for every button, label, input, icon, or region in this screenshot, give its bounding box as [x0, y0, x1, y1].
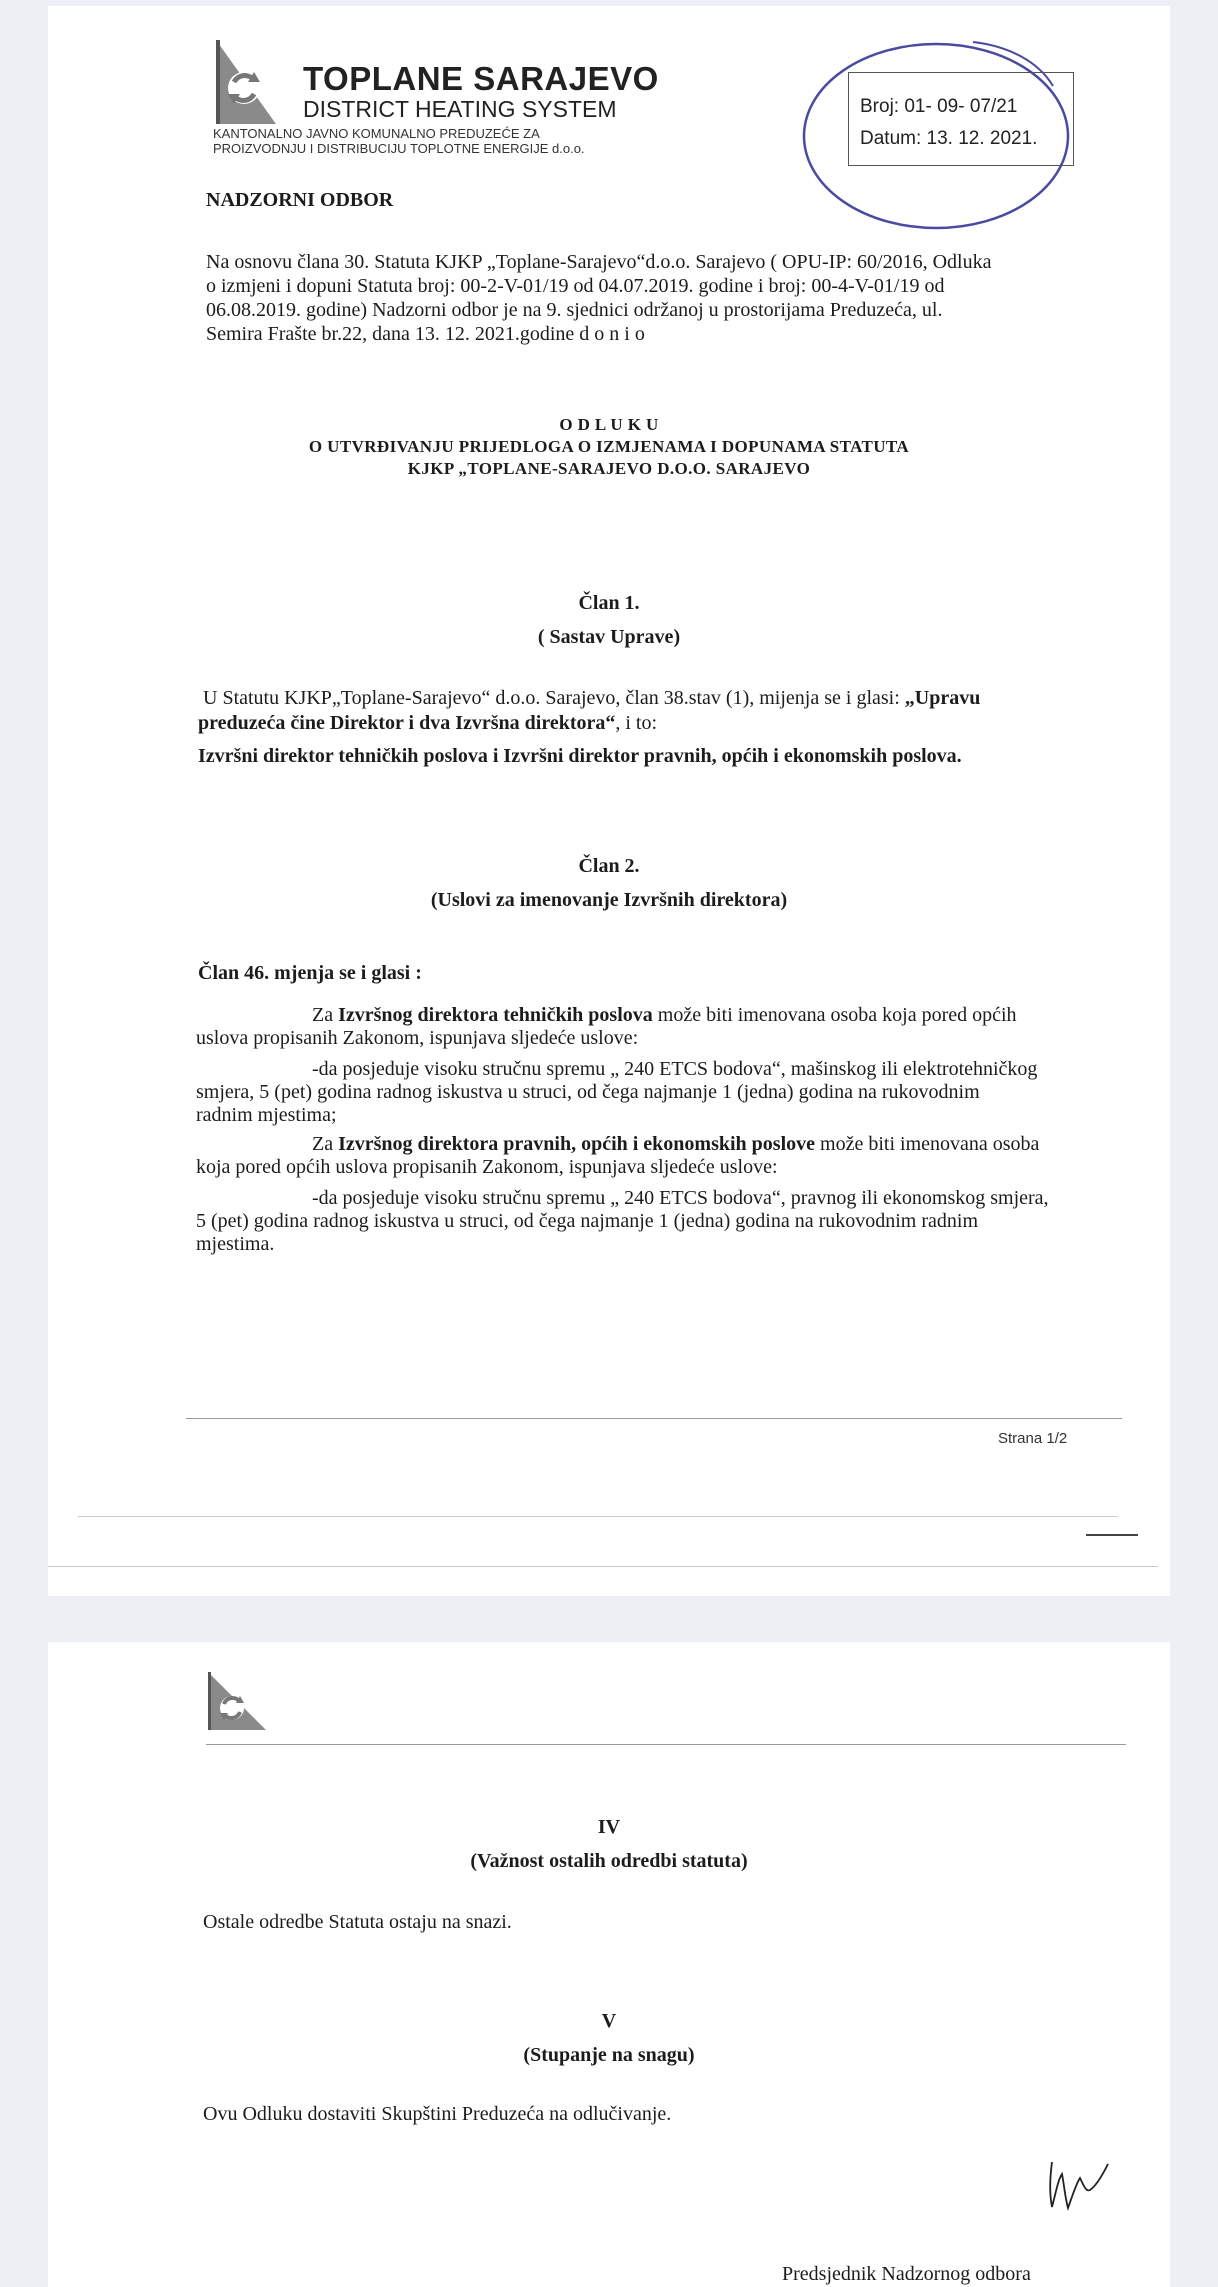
para-1-line-2: uslova propisanih Zakonom, ispunjava sljedeće uslove:	[196, 1027, 639, 1049]
para-1-suffix: može biti imenovana osoba koja pored općih	[652, 1004, 1017, 1026]
company-description-line-2: PROIZVODNJU I DISTRIBUCIJU TOPLOTNE ENERGIJE d.o.o.	[213, 141, 585, 156]
footer-divider	[186, 1418, 1122, 1419]
section-5-header	[48, 2004, 1170, 2072]
intro-line-4: Semira Frašte br.22, dana 13. 12. 2021.godine d o n i o	[206, 323, 645, 345]
decision-title-line-1: O D L U K U	[559, 415, 659, 434]
scan-mark	[1086, 1534, 1138, 1536]
para-2-line-1: -da posjeduje visoku stručnu spremu „ 240 ETCS bodova“, mašinskog ili elektrotehničkog	[312, 1058, 1038, 1080]
para-2-line-3: radnim mjestima;	[196, 1104, 337, 1126]
intro-line-1: Na osnovu člana 30. Statuta KJKP „Toplane-Sarajevo“d.o.o. Sarajevo ( OPU-IP: 60/2016, Odluka	[206, 251, 992, 273]
para-3-prefix: Za	[312, 1133, 339, 1155]
company-description-line-1: KANTONALNO JAVNO KOMUNALNO PREDUZEĆE ZA	[213, 126, 540, 141]
para-3-legal-director: Izvršnog direktora pravnih, općih i ekonomskih poslove	[338, 1133, 816, 1155]
section-5-text: Ovu Odluku dostaviti Skupštini Preduzeća na odlučivanje.	[203, 2103, 672, 2125]
clan-1-board-composition: preduzeća čine Direktor i dva Izvršna direktora“	[198, 712, 616, 734]
clan-2-conditions	[196, 1004, 1126, 1256]
clan-2-header	[48, 849, 1170, 917]
para-3-line-2: koja pored općih uslova propisanih Zakonom, ispunjava sljedeće uslove:	[196, 1156, 778, 1178]
section-4-text: Ostale odredbe Statuta ostaju na snazi.	[203, 1911, 512, 1933]
stamp-box	[848, 72, 1074, 166]
scan-line-1	[78, 1516, 1118, 1517]
decision-title	[48, 414, 1170, 480]
handwritten-signature-icon	[1044, 2152, 1114, 2218]
page-number: Strana 1/2	[998, 1430, 1068, 1447]
para-1-technical-director: Izvršnog direktora tehničkih poslova	[338, 1004, 653, 1026]
clan-1-text-plain: U Statutu KJKP„Toplane-Sarajevo“ d.o.o. Sarajevo, član 38.stav (1), mijenja se i glasi:	[203, 687, 905, 709]
decision-title-line-2: O UTVRĐIVANJU PRIJEDLOGA O IZMJENAMA I DOPUNAMA STATUTA	[308, 437, 910, 456]
clan-46-label: Član 46. mjenja se i glasi :	[198, 962, 422, 984]
para-4-line-1: -da posjeduje visoku stručnu spremu „ 240 ETCS bodova“, pravnog ili ekonomskog smjera,	[312, 1187, 1049, 1209]
intro-line-2: o izmjeni i dopuni Statuta broj: 00-2-V-01/19 od 04.07.2019. godine i broj: 00-4-V-01/19 od	[206, 275, 945, 297]
clan-1-header	[48, 586, 1170, 654]
section-5-subheading: (Stupanje na snagu)	[523, 2044, 695, 2066]
document-page-2	[48, 1642, 1170, 2287]
clan-1-subheading: ( Sastav Uprave)	[537, 626, 681, 648]
document-date: Datum: 13. 12. 2021.	[860, 128, 1038, 149]
clan-1-executive-directors: Izvršni direktor tehničkih poslova i Izvršni direktor pravnih, općih i ekonomskih poslova.	[198, 745, 962, 767]
scan-line-2	[48, 1566, 1158, 1567]
clan-1-text-bold: „Upravu	[904, 687, 981, 709]
section-5-heading: V	[601, 2010, 617, 2032]
para-2-line-2: smjera, 5 (pet) godina radnog iskustva u struci, od čega najmanje 1 (jedna) godina na rukovodnim	[196, 1081, 980, 1103]
signature-title: Predsjednik Nadzornog odbora	[782, 2263, 1031, 2285]
para-4-line-2: 5 (pet) godina radnog iskustva u struci, od čega najmanje 1 (jedna) godina na rukovodnim radnim	[196, 1210, 979, 1232]
intro-line-3: 06.08.2019. godine) Nadzorni odbor je na 9. sjednici održanoj u prostorijama Preduzeća, ul.	[206, 299, 943, 321]
toplane-logo-small-icon	[206, 1670, 268, 1732]
company-name: TOPLANE SARAJEVO	[303, 60, 659, 97]
section-4-subheading: (Važnost ostalih odredbi statuta)	[470, 1850, 748, 1872]
clan-1-heading: Član 1.	[578, 592, 640, 614]
clan-2-heading: Član 2.	[578, 855, 640, 877]
para-3-suffix: može biti imenovana osoba	[815, 1133, 1040, 1155]
company-subtitle: DISTRICT HEATING SYSTEM	[303, 96, 617, 122]
issuing-body: NADZORNI ODBOR	[206, 189, 394, 211]
para-4-line-3: mjestima.	[196, 1233, 275, 1255]
clan-1-paragraph	[198, 686, 1128, 769]
clan-1-text-suffix: , i to:	[615, 712, 658, 734]
document-page-1	[48, 6, 1170, 1596]
page-2-header-divider	[206, 1744, 1126, 1745]
section-4-header	[48, 1810, 1170, 1878]
intro-paragraph	[206, 250, 1130, 346]
clan-2-subheading: (Uslovi za imenovanje Izvršnih direktora)	[430, 889, 788, 911]
decision-title-line-3: KJKP „TOPLANE-SARAJEVO D.O.O. SARAJEVO	[407, 459, 811, 478]
document-number: Broj: 01- 09- 07/21	[860, 96, 1018, 117]
para-1-prefix: Za	[312, 1004, 339, 1026]
section-4-heading: IV	[597, 1816, 621, 1838]
toplane-logo-icon	[214, 38, 278, 126]
